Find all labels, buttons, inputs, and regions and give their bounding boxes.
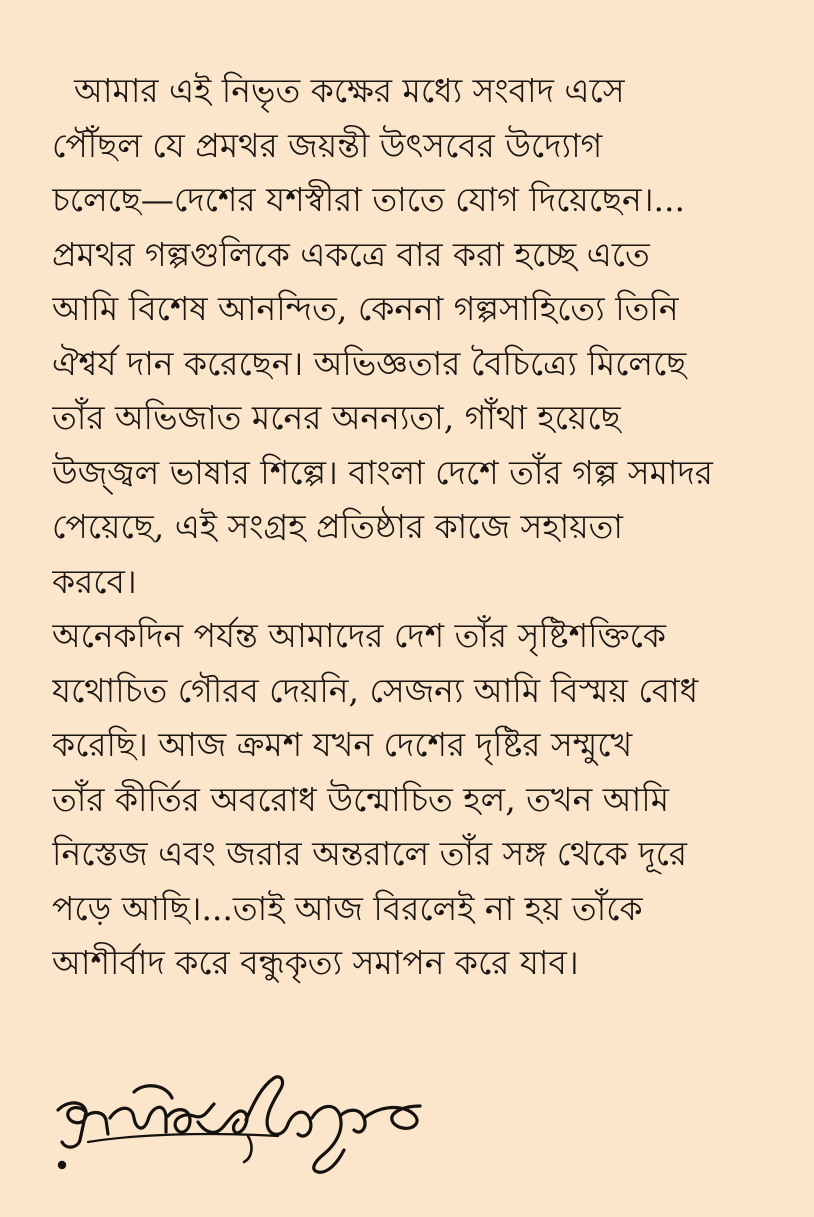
handwritten-signature bbox=[48, 1062, 428, 1182]
letter-line-15: নিস্তেজ এবং জরার অন্তরালে তাঁর সঙ্গ থেকে দূরে bbox=[52, 834, 688, 873]
letter-line-14: তাঁর কীর্তির অবরোধ উন্মোচিত হল, তখন আমি bbox=[52, 779, 670, 819]
letter-line-10: করবে। bbox=[52, 561, 137, 601]
signature-icon bbox=[48, 1062, 428, 1182]
letter-line-3: চলেছে—দেশের যশস্বীরা তাতে যোগ দিয়েছেন।... bbox=[52, 180, 685, 219]
letter-line-17: আশীর্বাদ করে বন্ধুকৃত্য সমাপন করে যাব। bbox=[52, 943, 579, 982]
letter-line-8: উজ্জ্বল ভাষার শিল্পে। বাংলা দেশে তাঁর গল্প সমাদর bbox=[52, 452, 713, 492]
letter-line-13: করেছি। আজ ক্রমশ যখন দেশের দৃষ্টির সম্মুখে bbox=[52, 725, 633, 764]
letter-line-11: অনেকদিন পর্যন্ত আমাদের দেশ তাঁর সৃষ্টিশক্তিকে bbox=[52, 616, 666, 655]
letter-line-5: আমি বিশেষ আনন্দিত, কেননা গল্পসাহিত্যে তিনি bbox=[52, 289, 679, 328]
letter-line-2: পৌঁছল যে প্রমথর জয়ন্তী উৎসবের উদ্যোগ bbox=[52, 125, 603, 165]
letter-line-6: ঐশ্বর্য দান করেছেন। অভিজ্ঞতার বৈচিত্র্যে মিলেছে bbox=[52, 343, 687, 383]
letter-body bbox=[52, 64, 772, 991]
letter-line-1: আমার এই নিভৃত কক্ষের মধ্যে সংবাদ এসে bbox=[74, 71, 625, 110]
letter-line-7: তাঁর অভিজাত মনের অনন্যতা, গাঁথা হয়েছে bbox=[52, 398, 621, 437]
letter-line-9: পেয়েছে, এই সংগ্রহ প্রতিষ্ঠার কাজে সহায়তা bbox=[52, 507, 623, 546]
letter-line-12: যথোচিত গৌরব দেয়নি, সেজন্য আমি বিস্ময় বোধ bbox=[52, 670, 699, 710]
letter-line-16: পড়ে আছি।...তাই আজ বিরলেই না হয় তাঁকে bbox=[52, 888, 643, 928]
letter-line-4: প্রমথর গল্পগুলিকে একত্রে বার করা হচ্ছে এতে bbox=[52, 234, 650, 274]
